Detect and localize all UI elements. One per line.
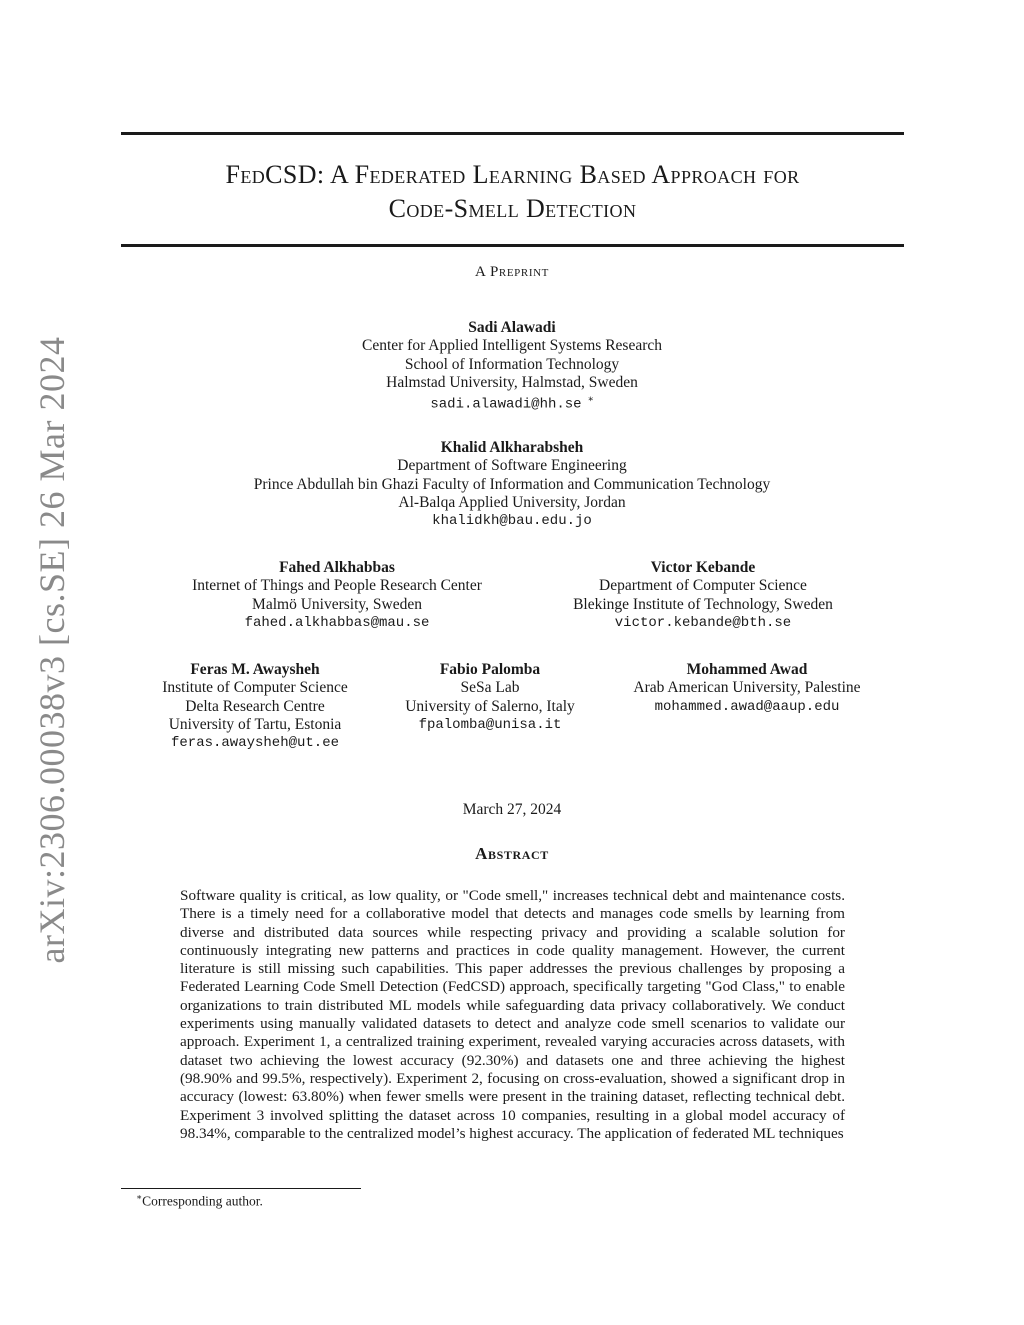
author-name: Sadi Alawadi (468, 319, 556, 336)
author-affiliation: Delta Research Centre (185, 697, 325, 715)
corresponding-author-mark: ∗ (587, 395, 594, 407)
footnote (136, 1192, 263, 1210)
author-email[interactable]: feras.awaysheh@ut.ee (170, 735, 340, 752)
author-email[interactable]: mohammed.awad@aaup.edu (654, 698, 840, 715)
author-name: Fabio Palomba (439, 661, 541, 678)
author-block-khalid-alkharabsheh (187, 439, 837, 530)
author-affiliation: Internet of Things and People Research Center (192, 577, 482, 595)
title-line-1: FedCSD: A Federated Learning Based Approach for (225, 160, 800, 189)
author-affiliation: School of Information Technology (404, 355, 620, 373)
author-email[interactable]: khalidkh@bau.edu.jo (432, 513, 592, 530)
author-affiliation: Al-Balqa Applied University, Jordan (398, 493, 626, 511)
author-block-fahed-alkhabbas (167, 559, 507, 632)
preprint-label: A Preprint (475, 264, 549, 280)
footnote-mark: ∗ (136, 1192, 143, 1202)
abstract-heading: Abstract (475, 844, 549, 863)
author-affiliation: Malmö University, Sweden (252, 595, 422, 613)
author-affiliation: Department of Computer Science (599, 577, 807, 595)
author-name: Khalid Alkharabsheh (440, 439, 584, 456)
author-block-feras-awaysheh (140, 661, 370, 752)
author-affiliation: Department of Software Engineering (397, 457, 627, 475)
author-email[interactable]: fahed.alkhabbas@mau.se (244, 614, 430, 631)
author-email[interactable]: sadi.alawadi@hh.se (430, 396, 582, 413)
author-name: Victor Kebande (650, 559, 756, 576)
author-affiliation: Blekinge Institute of Technology, Sweden (573, 595, 833, 613)
author-block-victor-kebande (543, 559, 863, 632)
author-affiliation: Prince Abdullah bin Ghazi Faculty of Information and Communication Technology (253, 475, 771, 493)
author-name: Mohammed Awad (686, 661, 808, 678)
arxiv-identifier-stamp: arXiv:2306.00038v3 [cs.SE] 26 Mar 2024 (32, 336, 72, 964)
author-affiliation: Center for Applied Intelligent Systems Research (361, 337, 663, 355)
footnote-rule (121, 1188, 361, 1189)
author-email[interactable]: fpalomba@unisa.it (418, 716, 562, 733)
author-affiliation: University of Salerno, Italy (405, 697, 575, 715)
author-block-fabio-palomba (385, 661, 595, 734)
footnote-text: Corresponding author. (142, 1193, 263, 1209)
publication-date: March 27, 2024 (462, 801, 562, 818)
abstract-text: Software quality is critical, as low quality, or "Code smell," increases technical debt and maintenance costs. There is a timely need for a collaborative model that detects and manages code smells by learning from diverse and distributed data sources while respecting privacy and providing a scalable solution for continuously integrating new patterns and practices in code quality management. However, the current literature is still missing such capabilities. This paper addresses the previous challenges by proposing a Federated Learning Code Smell Detection (FedCSD) approach, specifically targeting "God Class," to enable organizations to train distributed ML models while safeguarding data privacy collaboratively. We conduct experiments using manually validated datasets to detect and analyze code smell scenarios to validate our approach. Experiment 1, a centralized training experiment, revealed varying accuracies across datasets, with dataset two achieving the lowest accuracy (92.30%) and datasets one and three achieving the highest (98.90% and 99.5%, respectively). Experiment 2, focusing on cross-evaluation, showed a significant drop in accuracy (lowest: 63.80%) when fewer smells were present in the training dataset, reflecting technical debt. Experiment 3 involved splitting the dataset across 10 companies, resulting in a global model accuracy of 98.34%, comparable to the centralized model’s highest accuracy. The application of federated ML techniques (180, 887, 845, 1142)
paper-title (121, 158, 904, 226)
author-email-row (312, 392, 712, 414)
author-name: Feras M. Awaysheh (190, 661, 320, 678)
author-affiliation: University of Tartu, Estonia (168, 715, 342, 733)
title-line-2: Code-Smell Detection (388, 194, 637, 223)
author-email[interactable]: victor.kebande@bth.se (614, 614, 792, 631)
author-affiliation: Institute of Computer Science (162, 679, 348, 697)
author-affiliation: Halmstad University, Halmstad, Sweden (386, 373, 638, 391)
author-block-mohammed-awad (612, 661, 882, 716)
author-affiliation: Arab American University, Palestine (633, 679, 861, 697)
author-name: Fahed Alkhabbas (279, 559, 395, 576)
title-top-rule (121, 132, 904, 135)
title-bottom-rule (121, 244, 904, 247)
author-affiliation: SeSa Lab (460, 679, 520, 697)
author-block-sadi-alawadi (312, 319, 712, 414)
